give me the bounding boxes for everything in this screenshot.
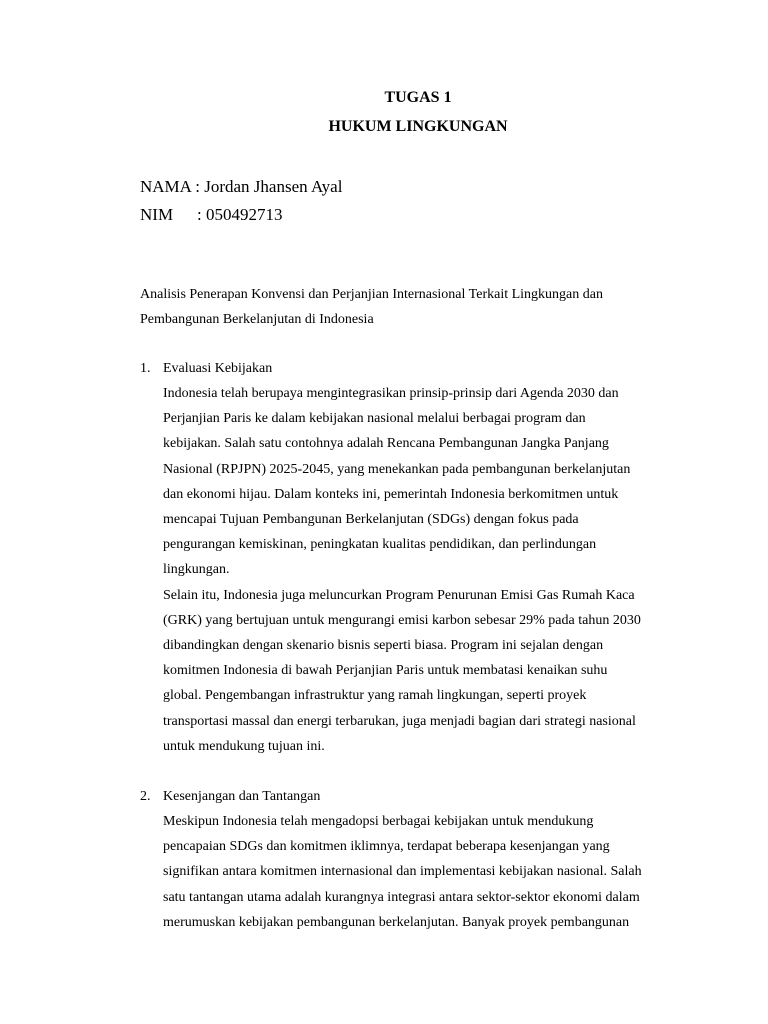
body-line: Nasional (RPJPN) 2025-2045, yang menekankan pada pembangunan berkelanjutan [163, 461, 631, 477]
body-line: transportasi massal dan energi terbarukan, juga menjadi bagian dari strategi nasional [163, 713, 636, 729]
section-number: 2. [140, 789, 151, 804]
body-line: komitmen Indonesia di bawah Perjanjian Paris untuk membatasi kenaikan suhu [163, 663, 608, 679]
body-line: Indonesia telah berupaya mengintegrasikan prinsip-prinsip dari Agenda 2030 dan [163, 386, 619, 401]
student-id [140, 204, 283, 226]
body-line: (GRK) yang bertujuan untuk mengurangi emisi karbon sebesar 29% pada tahun 2030 [163, 612, 641, 628]
body-line: satu tantangan utama adalah kurangnya integrasi antara sektor-sektor ekonomi dalam [163, 889, 640, 905]
body-line: Selain itu, Indonesia juga meluncurkan Program Penurunan Emisi Gas Rumah Kaca [163, 587, 635, 603]
intro-line: Analisis Penerapan Konvensi dan Perjanjian Internasional Terkait Lingkungan dan [140, 287, 603, 302]
nim-label: NIM [140, 205, 174, 224]
body-line: Meskipun Indonesia telah mengadopsi berbagai kebijakan untuk mendukung [163, 814, 594, 829]
document-subtitle: HUKUM LINGKUNGAN [328, 118, 508, 135]
body-line: untuk mendukung tujuan ini. [163, 738, 325, 754]
body-line: kebijakan. Salah satu contohnya adalah Rencana Pembangunan Jangka Panjang [163, 436, 609, 452]
section-number: 1. [140, 361, 151, 376]
section-body-2 [163, 809, 642, 935]
section-title: Evaluasi Kebijakan [163, 361, 273, 376]
body-line: Perjanjian Paris ke dalam kebijakan nasional melalui berbagai program dan [163, 411, 586, 427]
body-line: lingkungan. [163, 562, 230, 578]
body-line: dibandingkan dengan skenario bisnis seperti biasa. Program ini sejalan dengan [163, 638, 604, 654]
section-body-1 [163, 381, 641, 759]
intro-line: Pembangunan Berkelanjutan di Indonesia [140, 312, 374, 327]
nim-value: : 050492713 [197, 205, 283, 224]
intro-heading [140, 282, 700, 332]
student-name: NAMA : Jordan Jhansen Ayal [140, 177, 343, 196]
body-line: dan ekonomi hijau. Dalam konteks ini, pemerintah Indonesia berkomitmen untuk [163, 486, 619, 502]
body-line: pencapaian SDGs dan komitmen iklimnya, terdapat beberapa kesenjangan yang [163, 839, 610, 855]
body-line: signifikan antara komitmen internasional dan implementasi kebijakan nasional. Salah [163, 864, 642, 880]
section-heading-1 [140, 356, 272, 381]
body-line: mencapai Tujuan Pembangunan Berkelanjutan (SDGs) dengan fokus pada [163, 512, 579, 528]
body-line: global. Pengembangan infrastruktur yang ramah lingkungan, seperti proyek [163, 688, 587, 704]
section-title: Kesenjangan dan Tantangan [163, 789, 321, 804]
body-line: merumuskan kebijakan pembangunan berkelanjutan. Banyak proyek pembangunan [163, 914, 630, 930]
section-heading-2 [140, 784, 320, 809]
body-line: pengurangan kemiskinan, peningkatan kualitas pendidikan, dan perlindungan [163, 537, 597, 553]
document-title: TUGAS 1 [384, 89, 452, 106]
